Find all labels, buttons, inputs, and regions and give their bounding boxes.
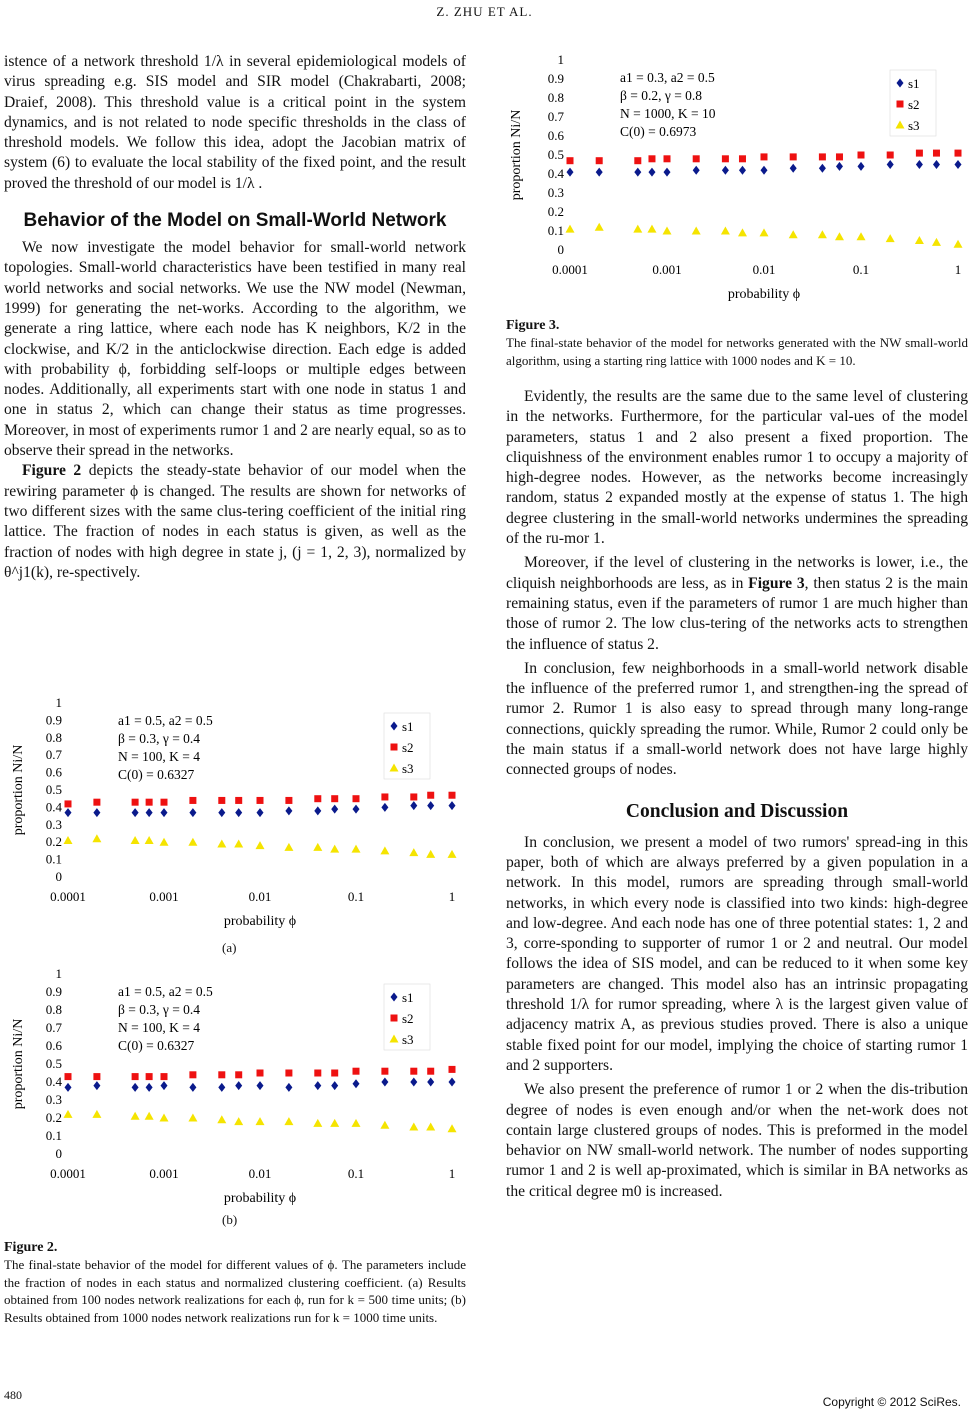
point-s2 [353,795,360,802]
point-s1 [634,168,641,177]
x-tick-label: 0.01 [248,1166,272,1181]
figure2b-svg [6,966,464,1206]
point-s3 [380,846,389,854]
point-s2 [858,152,865,159]
point-s2 [314,795,321,802]
point-s1 [761,166,768,175]
point-s3 [234,1117,243,1125]
point-s3 [409,848,418,856]
point-s2 [722,155,729,162]
point-s2 [955,150,962,157]
point-s2 [189,1071,196,1078]
point-s2 [235,1071,242,1078]
y-tick-label: 0.9 [45,712,62,728]
y-axis-label: proportion Ni/N [11,1018,26,1110]
point-s3 [64,836,73,844]
point-s1 [93,808,100,817]
point-s1 [449,801,456,810]
figure2b-label: (b) [222,1212,238,1227]
figure3-chart [504,46,966,308]
point-s2 [189,797,196,804]
paragraph-threshold: istence of a network threshold 1/λ in several epidemiological models of virus spreading e.g. SIS model and SIR model (Chakrabarti, 2008; Draief, 2008). This threshold value is a critical point in the system dynamics, and is not related to node specific thresholds in the class of threshold models. We follow this idea, adopt the Jacobian matrix of system (6) to evaluate the local stability of the fixed point, and the result proved the threshold of our model is 1/λ . [4,53,466,192]
point-s3 [188,838,197,846]
point-s1 [161,808,168,817]
y-tick-label: 0.5 [45,782,62,797]
point-s3 [760,228,769,236]
legend-marker-s2 [897,101,904,108]
legend-label-s2: s2 [402,1011,414,1026]
parameter-annotation: β = 0.3, γ = 0.4 [118,1002,201,1017]
point-s3 [886,234,895,242]
point-s1 [933,160,940,169]
x-tick-label: 1 [448,1166,456,1181]
point-s3 [284,843,293,851]
point-s2 [161,799,168,806]
point-s2 [819,153,826,160]
figure3-ref[interactable]: Figure 3 [748,574,805,592]
point-s2 [132,1073,139,1080]
point-s3 [131,836,140,844]
y-tick-label: 0.4 [45,799,62,815]
x-tick-label: 0.01 [248,889,272,904]
parameter-annotation: C(0) = 0.6327 [118,767,195,782]
point-s2 [314,1070,321,1077]
point-s1 [314,1081,321,1090]
point-s3 [64,1110,73,1118]
point-s1 [410,1078,417,1087]
parameter-annotation: β = 0.2, γ = 0.8 [620,88,703,103]
point-s1 [146,808,153,817]
paragraph-moreover-a: Moreover, if the level of clustering in the networks is lower, i.e., the cliquish neighborhoods are less, as in [506,554,968,592]
legend-label-s1: s1 [908,76,920,91]
point-s3 [426,1123,435,1131]
y-tick-label: 0.3 [45,1092,62,1107]
point-s2 [218,797,225,804]
figure3-title: Figure 3. [506,318,560,333]
point-s1 [693,166,700,175]
x-tick-label: 0.01 [752,262,776,277]
point-s1 [648,168,655,177]
paragraph-moreover-b: , then status 2 is the main remaining status, even if the parameters of rumor 1 are much higher than those of rumor 2. The low clus-tering of the networks acts to strengthen the influence of status 2. [506,574,968,653]
point-s3 [284,1117,293,1125]
point-s3 [380,1121,389,1129]
point-s1 [790,164,797,173]
point-s2 [449,1066,456,1073]
point-s2 [916,150,923,157]
point-s3 [835,232,844,240]
point-s2 [146,1073,153,1080]
figure2-ref[interactable]: Figure 2 [22,462,82,480]
paragraph-figure2-text: depicts the steady-state behavior of our model when the rewiring parameter ϕ is changed. The results are shown for networks of two different sizes with the same clus-tering coefficient of the initial ring lattice. The fraction of nodes in each status is given, as well as the fraction of nodes with high degree in state j, (j = 1, 2, 3), normalized by θ^j1(k), re-spectively. [4,462,466,581]
y-tick-label: 0.6 [45,764,62,780]
point-s3 [426,850,435,858]
point-s2 [761,153,768,160]
y-axis-label: proportion Ni/N [509,109,524,201]
section-heading-conclusion: Conclusion and Discussion [625,800,849,822]
point-s1 [218,1083,225,1092]
parameter-annotation: C(0) = 0.6973 [620,124,697,139]
y-tick-label: 1 [557,52,564,67]
point-s3 [932,238,941,246]
x-tick-label: 0.1 [347,889,365,904]
paragraph-figure2-ref [4,461,466,583]
legend-label-s3: s3 [402,761,414,776]
point-s3 [256,841,265,849]
x-tick-label: 0.001 [652,262,682,277]
point-s3 [663,227,672,235]
y-tick-label: 0.6 [45,1038,62,1053]
x-tick-label: 0.1 [852,262,870,277]
x-tick-label: 0.001 [149,1166,179,1181]
point-s2 [218,1071,225,1078]
point-s1 [353,1079,360,1088]
point-s3 [595,223,604,231]
point-s1 [353,805,360,814]
y-tick-label: 0.4 [547,166,564,181]
figure3-caption: The final-state behavior of the model for networks generated with the NW small-world algorithm, using a starting ring lattice with 1000 nodes and K = 10. [506,335,968,368]
legend-label-s1: s1 [402,719,414,734]
figure2-caption: The final-state behavior of the model for different values of ϕ. The parameters include the fraction of nodes in each status and normalized clustering coefficient. (a) Results obtained from 100 nodes network realizations for each ϕ, run for k = 500 time units; (b) Results obtained from 1000 nodes network realizations run for k = 1000 time units. [4,1257,466,1325]
paragraph-nw-model: We now investigate the model behavior for small-world network topologies. Small-world characteristics have been testified in many real world networks and social networks. We use the NW model (Newman, 1999) for generating the net-works. According to the algorithm, we generate a ring lattice, where each node has K neighbors, K/2 in the clockwise, and K/2 in the anticlockwise direction. Each edge is added with probability ϕ, forbidding self-loops or multiple edges between nodes. Additionally, all experiments start with one node in status 1 and one in status 2, which can change their status as time progresses. Moreover, in most of experiments rumor 1 and 2 are nearly equal, so as to observe their spread in the networks. [4,239,466,460]
point-s3 [217,839,226,847]
point-s2 [93,799,100,806]
x-tick-label: 0.1 [347,1166,365,1181]
y-tick-label: 0.1 [45,1128,62,1143]
parameter-annotation: N = 100, K = 4 [118,749,200,764]
point-s1 [596,168,603,177]
point-s3 [352,845,361,853]
legend-marker-s2 [391,1015,398,1022]
point-s3 [352,1119,361,1127]
point-s2 [836,153,843,160]
y-tick-label: 0 [557,242,564,257]
point-s1 [93,1081,100,1090]
point-s3 [160,838,169,846]
point-s1 [132,808,139,817]
point-s2 [285,797,292,804]
point-s3 [566,225,575,233]
point-s1 [449,1078,456,1087]
legend-label-s3: s3 [908,118,920,133]
point-s2 [331,1070,338,1077]
x-tick-label: 0.001 [149,889,179,904]
y-tick-label: 0.3 [547,185,564,200]
legend-label-s1: s1 [402,990,414,1005]
y-tick-label: 0.8 [45,729,62,745]
y-axis-label: proportion Ni/N [11,744,26,836]
point-s3 [448,1124,457,1132]
y-tick-label: 0.7 [547,109,564,124]
point-s3 [145,836,154,844]
point-s1 [285,1083,292,1092]
point-s3 [818,230,827,238]
point-s3 [160,1114,169,1122]
y-tick-label: 0.6 [547,128,564,143]
point-s2 [567,157,574,164]
x-axis-label: probability ϕ [223,914,297,929]
paragraph-conclusion-small-world: In conclusion, few neighborhoods in a small-world network disable the influence of the preferred rumor 1, and strengthen-ing the spread of rumor 2. Rumor 1 is also easy to spread through many long-range connections, quickly spreading the rumor. While, Rumor 2 could only be the main status if a small-world network does not have large highly connected groups of nodes. [506,659,968,779]
right-column [506,318,968,1202]
y-tick-label: 0.1 [45,851,62,867]
point-s2 [449,792,456,799]
point-s1 [65,1083,72,1092]
point-s2 [410,793,417,800]
y-tick-label: 1 [55,966,62,981]
x-axis-label: probability ϕ [223,1191,297,1206]
point-s1 [739,166,746,175]
point-s1 [427,1078,434,1087]
point-s2 [353,1068,360,1075]
x-axis-label: probability ϕ [727,287,801,302]
point-s2 [331,795,338,802]
point-s3 [633,225,642,233]
point-s2 [235,797,242,804]
point-s1 [955,160,962,169]
y-tick-label: 0 [55,1146,62,1161]
point-s1 [235,808,242,817]
point-s3 [692,227,701,235]
point-s1 [257,1081,264,1090]
point-s1 [427,801,434,810]
point-s1 [146,1083,153,1092]
point-s3 [313,843,322,851]
point-s3 [92,834,101,842]
figure2a-svg [6,695,464,935]
point-s1 [858,162,865,171]
running-header: Z. ZHU ET AL. [436,4,533,19]
paragraph-evidently: Evidently, the results are the same due to the same level of clustering in the networks. Furthermore, for the particular val-ues of the model parameters, status 1 and 2 also present a fixed proportion. The cliquishness of the environment enables rumor 1 to occupy a majority of high-degree nodes. However, as the networks become increasingly random, status 2 expanded mostly at the expense of status 1. The high degree clustering in the small-world networks undermines the spreading of the ru-mor 1. [506,388,968,548]
parameter-annotation: a1 = 0.5, a2 = 0.5 [118,984,213,999]
point-s1 [887,160,894,169]
copyright: Copyright © 2012 SciRes. [822,1395,961,1409]
legend-marker-s2 [391,744,398,751]
y-tick-label: 1 [55,695,62,710]
point-s3 [738,228,747,236]
point-s3 [188,1114,197,1122]
point-s2 [427,1068,434,1075]
point-s1 [132,1083,139,1092]
point-s2 [427,792,434,799]
section-heading-small-world: Behavior of the Model on Small-World Network [23,210,447,232]
point-s1 [331,1081,338,1090]
x-tick-label: 0.0001 [552,262,588,277]
point-s1 [722,166,729,175]
figure2a-label: (a) [222,940,237,955]
point-s2 [93,1073,100,1080]
point-s2 [65,800,72,807]
parameter-annotation: N = 100, K = 4 [118,1020,200,1035]
point-s3 [915,236,924,244]
x-tick-label: 0.0001 [50,889,86,904]
point-s2 [381,1068,388,1075]
x-tick-label: 1 [954,262,962,277]
point-s3 [92,1110,101,1118]
figure2b-chart [6,966,464,1206]
figure3-svg [504,46,966,308]
x-tick-label: 1 [448,889,456,904]
point-s1 [218,808,225,817]
point-s1 [836,162,843,171]
point-s3 [217,1115,226,1123]
point-s2 [933,150,940,157]
point-s2 [381,793,388,800]
point-s3 [131,1112,140,1120]
point-s3 [721,227,730,235]
point-s1 [567,168,574,177]
point-s2 [693,155,700,162]
point-s2 [146,799,153,806]
point-s3 [448,850,457,858]
point-s3 [313,1119,322,1127]
parameter-annotation: a1 = 0.3, a2 = 0.5 [620,70,715,85]
y-tick-label: 0.2 [547,204,564,219]
point-s1 [381,1078,388,1087]
y-tick-label: 0.8 [547,90,564,105]
y-tick-label: 0.3 [45,816,62,832]
point-s1 [664,168,671,177]
y-tick-label: 0.9 [547,71,564,86]
point-s1 [189,808,196,817]
point-s2 [410,1068,417,1075]
point-s2 [664,155,671,162]
point-s1 [819,164,826,173]
point-s2 [739,155,746,162]
point-s1 [65,808,72,817]
point-s3 [789,230,798,238]
point-s2 [634,157,641,164]
point-s1 [189,1083,196,1092]
point-s2 [596,157,603,164]
y-tick-label: 0.1 [547,223,564,238]
legend-label-s3: s3 [402,1032,414,1047]
parameter-annotation: C(0) = 0.6327 [118,1038,195,1053]
paragraph-conclusion-2: We also present the preference of rumor 1 or 2 when the dis-tribution degree of nodes is even enough and/or when the net-work does not contain large clustered groups of nodes. This is preformed in the model behavior on NW small-world network. The number of nodes supporting rumor 1 and 2 is well ap-proximated, which is similar in BA networks as the critical degree m0 is increased. [506,1081,968,1200]
y-tick-label: 0.9 [45,984,62,999]
point-s3 [330,845,339,853]
y-tick-label: 0.5 [547,147,564,162]
y-tick-label: 0.7 [45,747,62,763]
legend-label-s2: s2 [402,740,414,755]
point-s1 [161,1081,168,1090]
point-s2 [648,155,655,162]
point-s1 [314,806,321,815]
point-s1 [285,806,292,815]
point-s1 [235,1081,242,1090]
point-s3 [954,240,963,248]
figure2a-chart [6,695,464,935]
point-s2 [132,799,139,806]
point-s2 [257,797,264,804]
point-s3 [409,1123,418,1131]
left-column [4,52,466,583]
y-tick-label: 0 [55,869,62,884]
point-s2 [65,1073,72,1080]
parameter-annotation: a1 = 0.5, a2 = 0.5 [118,713,213,728]
point-s3 [857,232,866,240]
point-s3 [647,225,656,233]
point-s3 [145,1112,154,1120]
figure2-caption-block [4,1240,466,1326]
y-tick-label: 0.2 [45,1110,62,1125]
point-s1 [381,803,388,812]
point-s2 [790,153,797,160]
y-tick-label: 0.2 [45,834,62,850]
point-s2 [887,152,894,159]
paragraph-conclusion-1: In conclusion, we present a model of two rumors' spread-ing in this paper, both of which are always preferred by a given population in a network. In this model, rumors are spreading through small-world networks, in which every node is classified into two kinds: high-degree and low-degree. And each node has one of three potential states: 1, 2 and 3, corre-sponding to supporter of rumor 1 or 2 and neutral. Our model follows the idea of SIS model, and can be reduced to it when some key parameters are changed. This model also has an intrinsic propagating threshold 1/λ for rumor spreading, where λ is the largest given value of adjacency matrix A, as previous studies proved. There is also a unique stable fixed point for our model, implying the choice of starting rumor 1 and 2 supporters. [506,833,968,1074]
point-s1 [257,808,264,817]
y-tick-label: 0.8 [45,1002,62,1017]
point-s2 [257,1070,264,1077]
y-tick-label: 0.7 [45,1020,62,1035]
x-tick-label: 0.0001 [50,1166,86,1181]
parameter-annotation: N = 1000, K = 10 [620,106,716,121]
y-tick-label: 0.4 [45,1074,62,1089]
point-s1 [331,805,338,814]
point-s1 [410,801,417,810]
y-tick-label: 0.5 [45,1056,62,1071]
figure2-title: Figure 2. [4,1240,58,1255]
paragraph-moreover [506,553,968,654]
point-s3 [330,1119,339,1127]
point-s3 [256,1117,265,1125]
parameter-annotation: β = 0.3, γ = 0.4 [118,731,201,746]
legend-label-s2: s2 [908,97,920,112]
page-number: 480 [4,1388,22,1402]
point-s1 [916,160,923,169]
point-s2 [161,1073,168,1080]
point-s3 [234,839,243,847]
point-s2 [285,1070,292,1077]
